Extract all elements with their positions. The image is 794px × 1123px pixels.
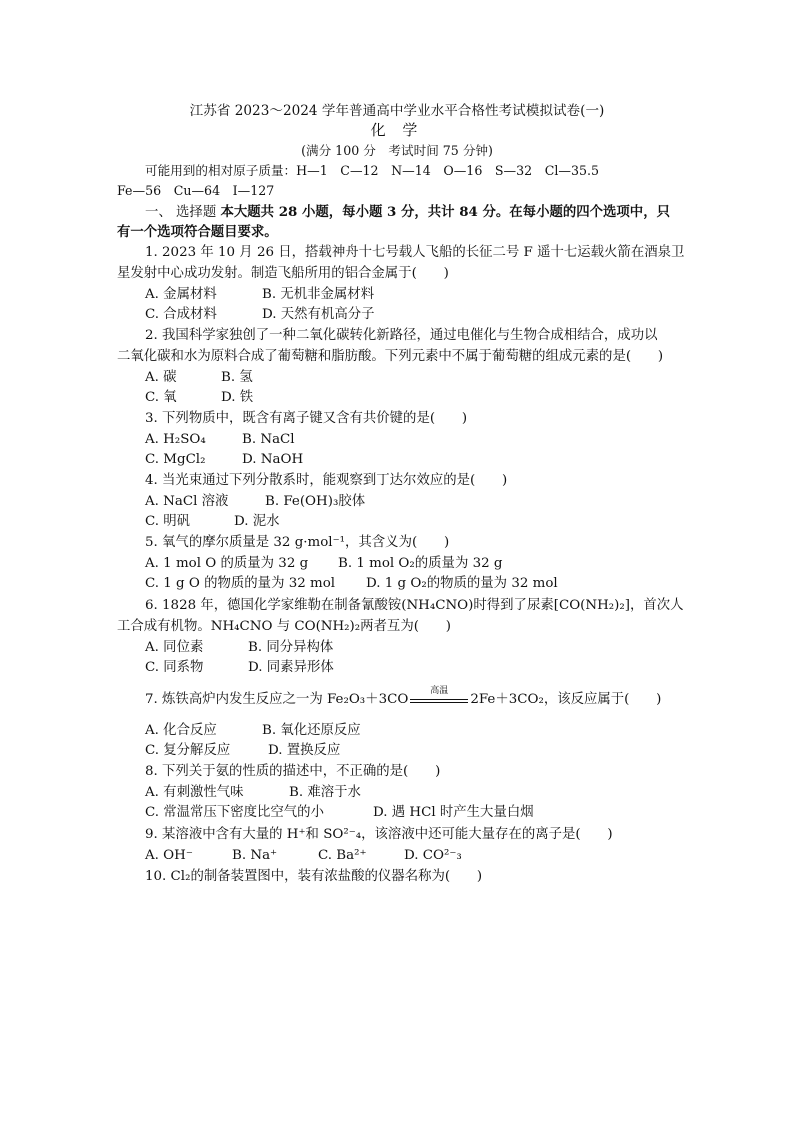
q5-option-c: C. 1 g O 的物质的量为 32 mol bbox=[145, 576, 336, 591]
q7-equals-line-top bbox=[410, 699, 468, 700]
q7-equation-products: 2Fe＋3CO₂，该反应属于( ) bbox=[470, 692, 662, 707]
atomic-masses-line-2: Fe—56 Cu—64 I—127 bbox=[117, 183, 275, 198]
q5-option-d: D. 1 g O₂的物质的量为 32 mol bbox=[366, 576, 558, 591]
q4-option-a: A. NaCl 溶液 bbox=[145, 494, 229, 509]
q2-option-b: B. 氢 bbox=[221, 370, 253, 385]
q1-option-a: A. 金属材料 bbox=[145, 287, 217, 302]
q6-option-c: C. 同系物 bbox=[145, 660, 204, 675]
q7-option-d: D. 置换反应 bbox=[268, 743, 341, 758]
q7-equals-line-bottom bbox=[410, 702, 468, 703]
question-2-stem-cont: 二氧化碳和水为原料合成了葡萄糖和脂肪酸。下列元素中不属于葡萄糖的组成元素的是( ) bbox=[117, 349, 664, 364]
q7-option-a: A. 化合反应 bbox=[145, 723, 217, 738]
subject-title: 化 学 bbox=[370, 121, 424, 139]
q9-option-d: D. CO²⁻₃ bbox=[404, 848, 462, 863]
question-9-stem: 9. 某溶液中含有大量的 H⁺和 SO²⁻₄，该溶液中还可能大量存在的离子是( ) bbox=[145, 827, 613, 842]
q6-option-d: D. 同素异形体 bbox=[248, 660, 334, 675]
q8-option-a: A. 有刺激性气味 bbox=[145, 785, 244, 800]
q3-option-c: C. MgCl₂ bbox=[145, 452, 206, 467]
q5-option-b: B. 1 mol O₂的质量为 32 g bbox=[338, 556, 503, 571]
q6-option-b: B. 同分异构体 bbox=[248, 640, 334, 655]
q9-option-a: A. OH⁻ bbox=[145, 848, 193, 863]
q5-option-a: A. 1 mol O 的质量为 32 g bbox=[145, 556, 309, 571]
section-instructions-cont: 有一个选项符合题目要求。 bbox=[117, 224, 278, 240]
question-4-stem: 4. 当光束通过下列分散系时，能观察到丁达尔效应的是( ) bbox=[145, 473, 508, 488]
exam-title: 江苏省 2023～2024 学年普通高中学业水平合格性考试模拟试卷(一) bbox=[189, 103, 605, 119]
question-2-stem: 2. 我国科学家独创了一种二氧化碳转化新路径，通过电催化与生物合成相结合，成功以 bbox=[145, 328, 658, 343]
section-label: 一、 选择题 bbox=[145, 205, 217, 220]
q3-option-d: D. NaOH bbox=[242, 452, 304, 467]
exam-info: (满分 100 分 考试时间 75 分钟) bbox=[301, 143, 493, 158]
q2-option-d: D. 铁 bbox=[221, 390, 254, 405]
section-heading bbox=[145, 202, 670, 223]
question-1-stem: 1. 2023 年 10 月 26 日，搭载神舟十七号载人飞船的长征二号 F 遥十七运载火箭在酒泉卫 bbox=[145, 245, 685, 260]
q9-option-b: B. Na⁺ bbox=[232, 848, 278, 863]
q8-option-b: B. 难溶于水 bbox=[289, 785, 361, 800]
question-6-stem-cont: 工合成有机物。NH₄CNO 与 CO(NH₂)₂两者互为( ) bbox=[117, 619, 451, 634]
question-3-stem: 3. 下列物质中，既含有离子键又含有共价键的是( ) bbox=[145, 411, 468, 426]
section-instructions: 本大题共 28 小题，每小题 3 分，共计 84 分。在每小题的四个选项中，只 bbox=[220, 204, 670, 220]
q7-option-b: B. 氧化还原反应 bbox=[262, 723, 361, 738]
q4-option-b: B. Fe(OH)₃胶体 bbox=[265, 494, 366, 509]
atomic-masses-line-1: 可能用到的相对原子质量：H—1 C—12 N—14 O—16 S—32 Cl—35.5 bbox=[145, 163, 600, 178]
q7-condition-label: 高温 bbox=[430, 686, 449, 696]
q4-option-c: C. 明矾 bbox=[145, 514, 191, 529]
question-6-stem: 6. 1828 年，德国化学家维勒在制备氰酸铵(NH₄CNO)时得到了尿素[CO(NH₂)₂]，首次人 bbox=[145, 598, 684, 613]
question-10-stem: 10. Cl₂的制备装置图中，装有浓盐酸的仪器名称为( ) bbox=[145, 869, 483, 884]
q1-option-c: C. 合成材料 bbox=[145, 307, 217, 322]
q1-option-d: D. 天然有机高分子 bbox=[262, 307, 375, 322]
q7-reaction-condition bbox=[408, 686, 470, 710]
q1-option-b: B. 无机非金属材料 bbox=[262, 287, 375, 302]
q2-option-a: A. 碳 bbox=[145, 370, 177, 385]
question-7-stem bbox=[145, 686, 662, 710]
question-1-stem-cont: 星发射中心成功发射。制造飞船所用的铝合金属于( ) bbox=[117, 266, 449, 281]
q7-option-c: C. 复分解反应 bbox=[145, 743, 231, 758]
q3-option-b: B. NaCl bbox=[242, 432, 295, 447]
question-5-stem: 5. 氧气的摩尔质量是 32 g·mol⁻¹，其含义为( ) bbox=[145, 535, 450, 550]
q8-option-d: D. 遇 HCl 时产生大量白烟 bbox=[373, 805, 534, 820]
question-8-stem: 8. 下列关于氨的性质的描述中，不正确的是( ) bbox=[145, 764, 441, 779]
q2-option-c: C. 氧 bbox=[145, 390, 177, 405]
q4-option-d: D. 泥水 bbox=[234, 514, 280, 529]
q9-option-c: C. Ba²⁺ bbox=[318, 848, 367, 863]
q6-option-a: A. 同位素 bbox=[145, 640, 204, 655]
q7-equation-reactants: 7. 炼铁高炉内发生反应之一为 Fe₂O₃＋3CO bbox=[145, 692, 409, 707]
q8-option-c: C. 常温常压下密度比空气的小 bbox=[145, 805, 324, 820]
q3-option-a: A. H₂SO₄ bbox=[145, 432, 206, 447]
